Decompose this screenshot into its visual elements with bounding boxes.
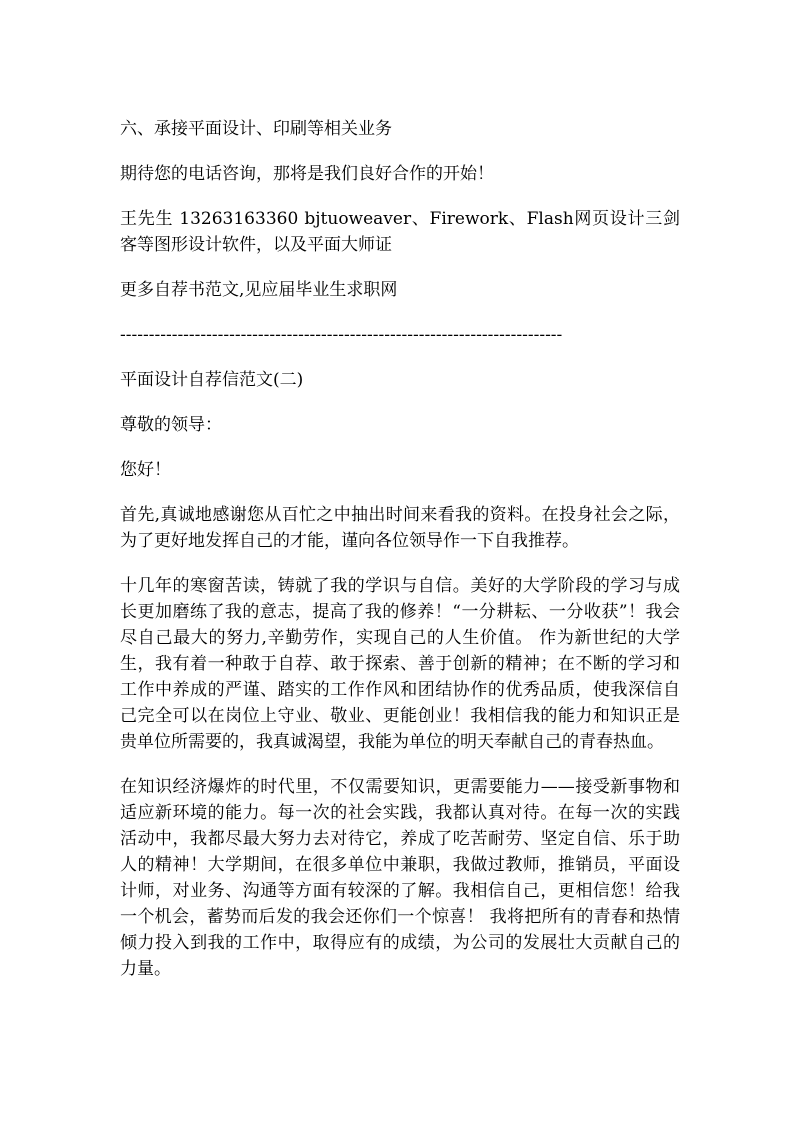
contact-details: 王先生 13263163360 bjtuoweaver、Firework、Flash网页设计三剑客等图形设计软件，以及平面大师证 [120,209,680,255]
section-divider: ----------------------------------------------------------------------------- [120,325,563,345]
letter-body-paragraph: 首先,真诚地感谢您从百忙之中抽出时间来看我的资料。在投身社会之际，为了更好地发挥自己的才能，谨向各位领导作一下自我推荐。 [120,505,680,551]
contact-invitation: 期待您的电话咨询，那将是我们良好合作的开始！ [120,164,494,184]
letter-greeting: 您好！ [120,460,171,480]
letter-salutation: 尊敬的领导： [120,415,222,435]
service-item-six: 六、承接平面设计、印刷等相关业务 [120,119,392,139]
letter-body-paragraph: 十几年的寒窗苦读，铸就了我的学识与自信。美好的大学阶段的学习与成长更加磨练了我的意志，提高了我的修养！“一分耕耘、一分收获”！我会尽自己最大的努力,辛勤劳作，实现自己的人生价值。 作为新世纪的大学生，我有着一种敢于自荐、敢于探索、善于创新的精神；在不断的学习和工作中养成的严谨、踏实的工作作风和团结协作的优秀品质，使我深信自己完全可以在岗位上守业、敬业、更能创业！我相信我的能力和知识正是贵单位所需要的，我真诚渴望，我能为单位的明天奉献自己的青春热血。 [120,576,680,752]
document-content [120,116,680,1001]
more-samples-note: 更多自荐书范文,见应届毕业生求职网 [120,280,398,300]
letter-title: 平面设计自荐信范文(二) [120,370,304,390]
letter-body-paragraph: 在知识经济爆炸的时代里，不仅需要知识，更需要能力——接受新事物和适应新环境的能力。每一次的社会实践，我都认真对待。在每一次的实践活动中，我都尽最大努力去对待它，养成了吃苦耐劳、坚定自信、乐于助人的精神！大学期间，在很多单位中兼职，我做过教师，推销员，平面设计师，对业务、沟通等方面有较深的了解。我相信自己，更相信您！给我一个机会，蓄势而后发的我会还你们一个惊喜！ 我将把所有的青春和热情倾力投入到我的工作中，取得应有的成绩，为公司的发展壮大贡献自己的力量。 [120,777,680,979]
